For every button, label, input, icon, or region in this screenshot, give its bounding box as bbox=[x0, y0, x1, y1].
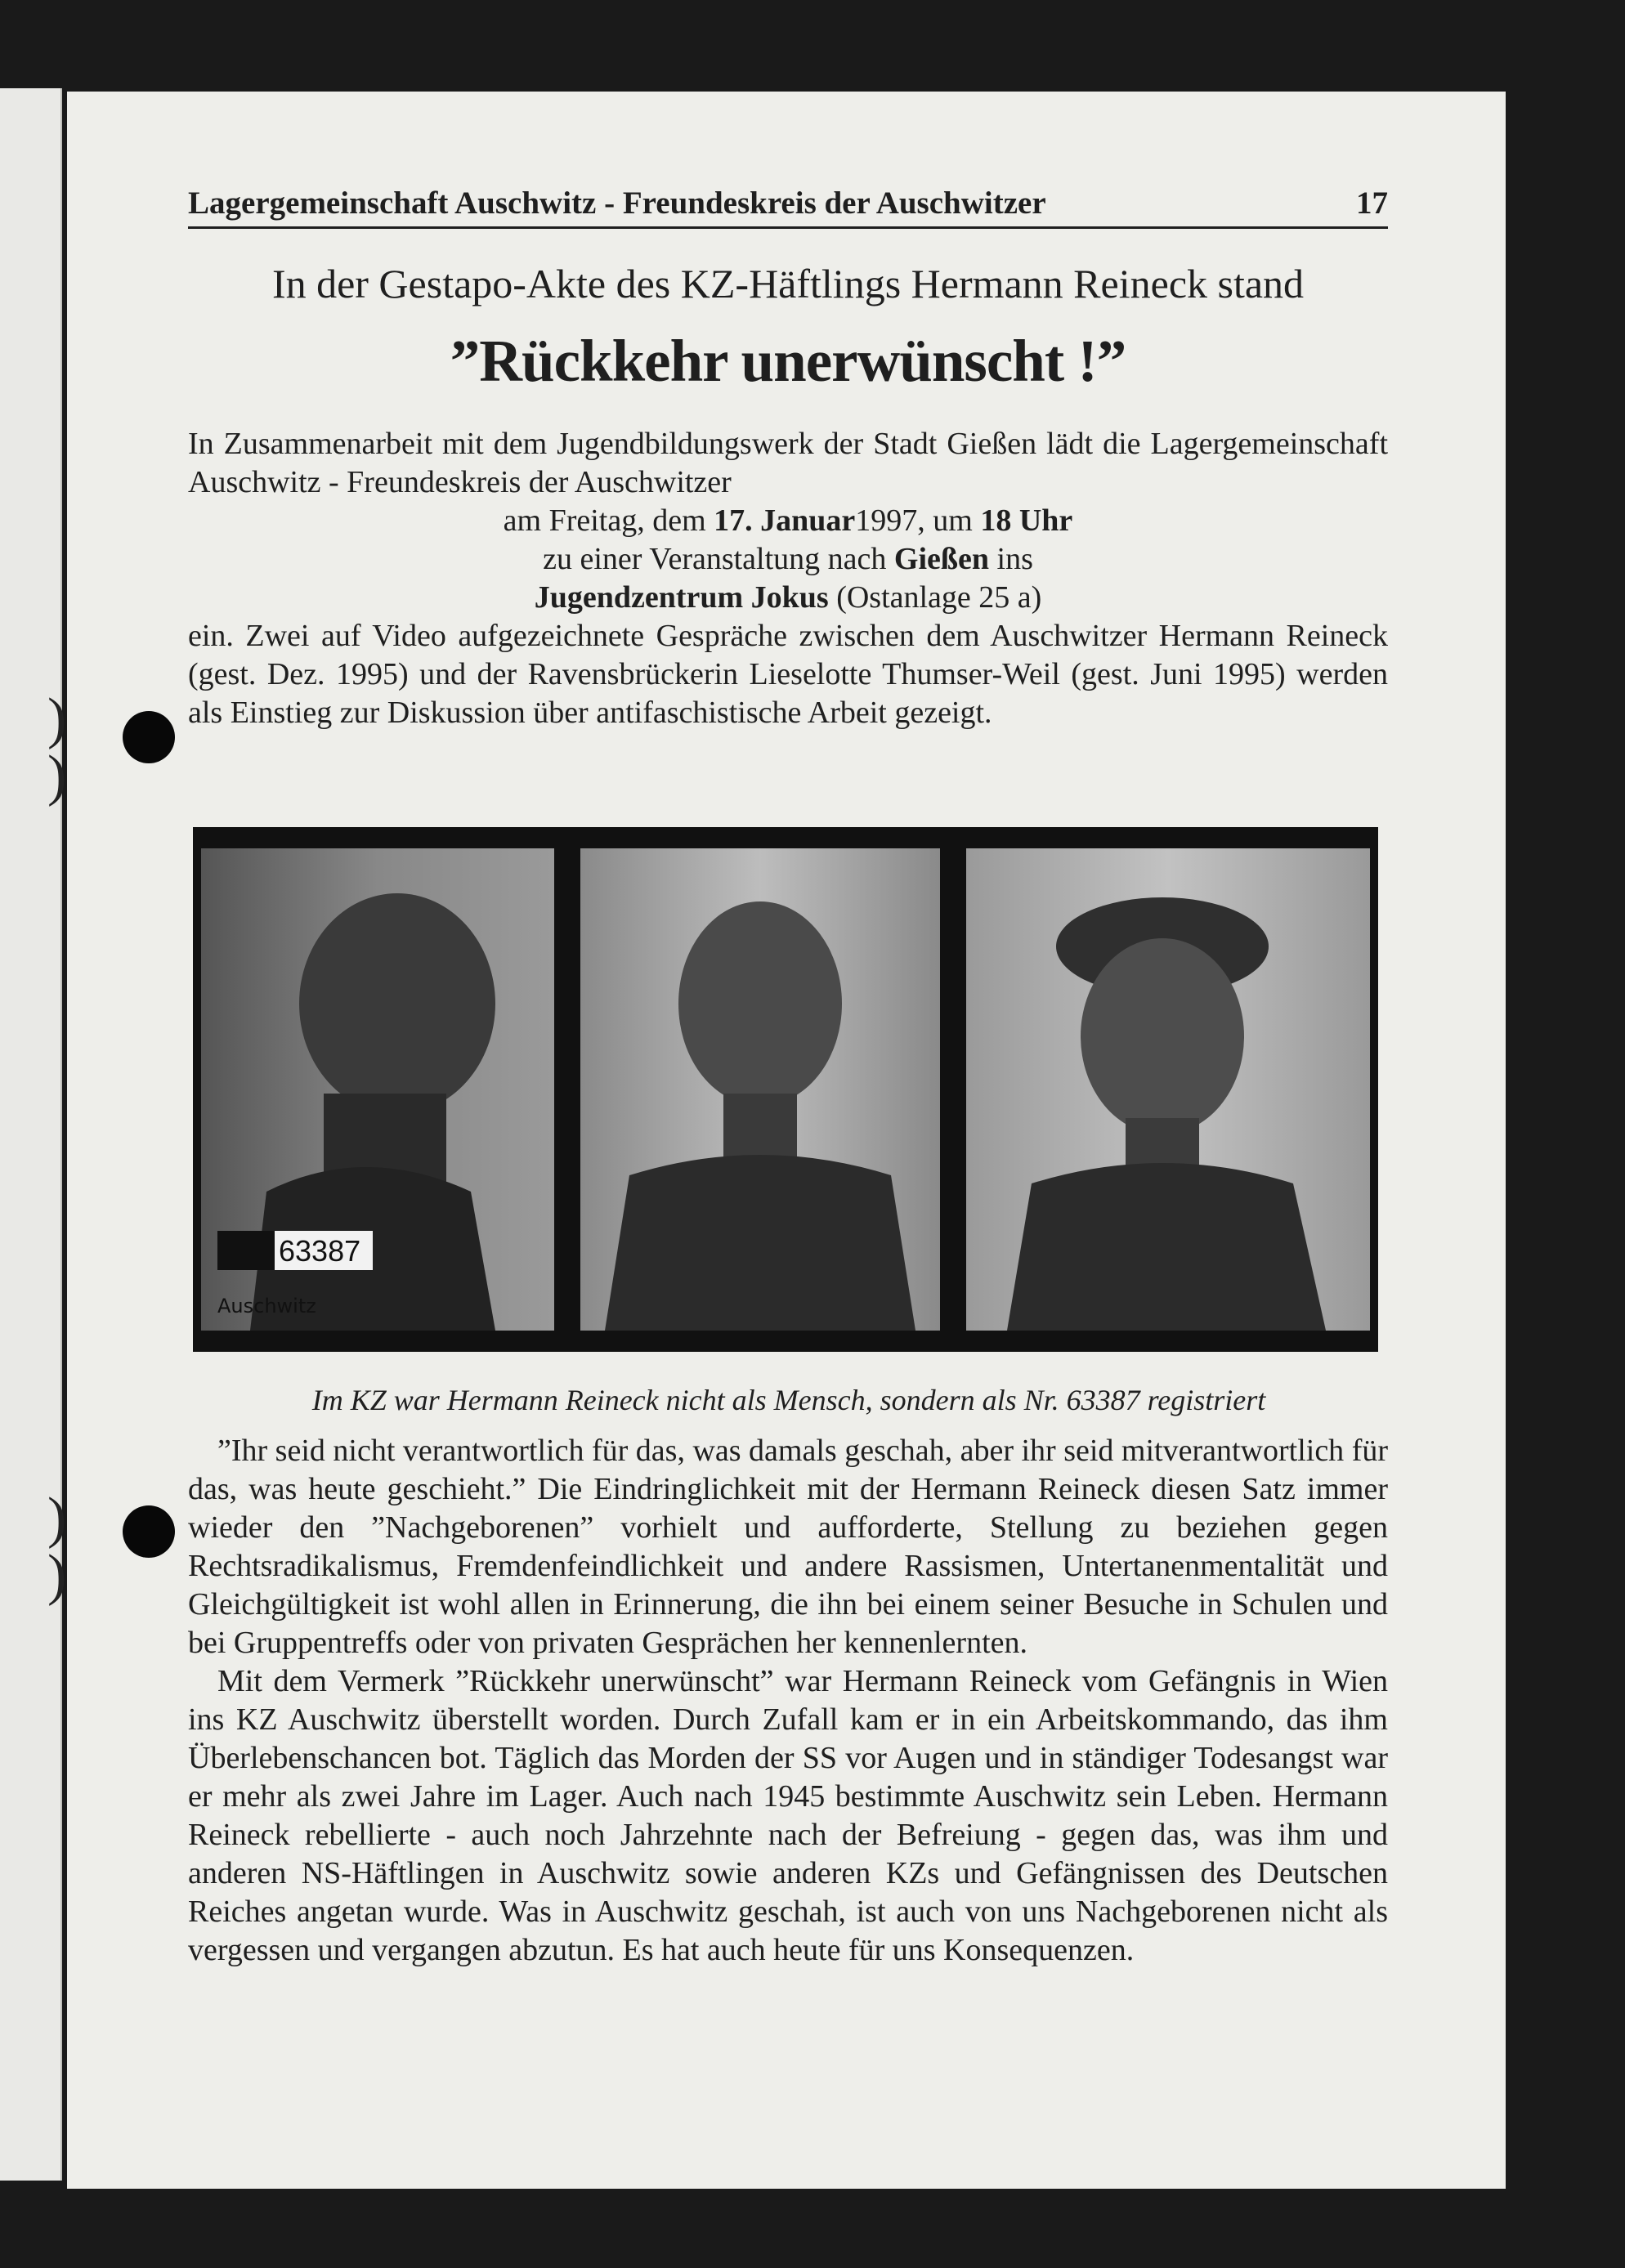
event-venue-line bbox=[188, 540, 1388, 579]
venue-city: Gießen bbox=[893, 542, 990, 576]
binder-ring-mark: ) bbox=[47, 1544, 67, 1607]
header-title: Lagergemeinschaft Auschwitz - Freundeskreis der Auschwitzer bbox=[188, 186, 1046, 221]
intro-block bbox=[188, 425, 1388, 732]
article-kicker: In der Gestapo-Akte des KZ-Häftlings Hermann Reineck stand bbox=[271, 261, 1305, 306]
venue-suffix: ins bbox=[996, 542, 1033, 576]
punch-hole bbox=[123, 1505, 175, 1558]
date-year: 1997, um bbox=[855, 503, 973, 538]
punch-hole bbox=[123, 711, 175, 763]
mugshot-cap-panel bbox=[966, 848, 1370, 1331]
event-venue-name-line bbox=[188, 579, 1388, 617]
photo-caption: Im KZ war Hermann Reineck nicht als Mensch, sondern als Nr. 63387 registriert bbox=[311, 1384, 1266, 1416]
page-number: 17 bbox=[1356, 186, 1388, 221]
prisoner-number: 63387 bbox=[279, 1234, 361, 1268]
mugshot-front-panel bbox=[580, 848, 940, 1331]
adjacent-page-edge bbox=[0, 88, 62, 2181]
binder-ring-mark: ) bbox=[47, 1487, 67, 1550]
intro-paragraph-2: ein. Zwei auf Video aufgezeichnete Gespräche zwischen dem Auschwitzer Hermann Reineck (gest. Dez. 1995) und der Ravensbrückerin Lieselotte Thumser-Weil (gest. Juni 1995) werden als Einstieg zur Diskussion über antifaschistische Arbeit gezeigt. bbox=[188, 619, 1388, 730]
intro-paragraph: In Zusammenarbeit mit dem Jugendbildungswerk der Stadt Gießen lädt die Lagergemeinschaft Auschwitz - Freundeskreis der Auschwitzer bbox=[188, 427, 1388, 499]
date-bold: 17. Januar bbox=[714, 503, 856, 538]
venue-name: Jugendzentrum Jokus bbox=[534, 580, 829, 615]
running-header bbox=[188, 181, 1388, 229]
date-prefix: am Freitag, dem bbox=[503, 503, 706, 538]
article-headline: ”Rückkehr unerwünscht !” bbox=[450, 328, 1126, 394]
body-text bbox=[188, 1432, 1388, 1970]
mugshot-photo bbox=[193, 827, 1378, 1352]
body-paragraph-2: Mit dem Vermerk ”Rückkehr unerwünscht” war Hermann Reineck vom Gefängnis in Wien ins KZ Auschwitz überstellt worden. Durch Zufall kam er in ein Arbeitskommando, das ihm Überlebenschancen bot. Täglich das Morden der SS vor Augen und in ständiger Todesangst war er mehr als zwei Jahre im Lager. Auch nach 1945 bestimmte Auschwitz sein Leben. Hermann Reineck rebellierte - auch noch Jahrzehnte nach der Befreiung - gegen das, was ihm und anderen NS-Häftlingen in Auschwitz sowie anderen KZs und Gefängnissen des Deutschen Reiches angetan wurde. Was in Auschwitz geschah, ist auch von uns Nachgeborenen nicht als vergessen und vergangen abzutun. Es hat auch heute für uns Konsequenzen. bbox=[188, 1664, 1388, 1967]
camp-label: Auschwitz bbox=[217, 1295, 316, 1317]
venue-address: (Ostanlage 25 a) bbox=[836, 580, 1042, 615]
binder-ring-mark: ) bbox=[47, 687, 67, 750]
event-date-line bbox=[188, 502, 1388, 540]
body-paragraph-1: ”Ihr seid nicht verantwortlich für das, was damals geschah, aber ihr seid mitverantwortlich für das, was heute geschieht.” Die Eindringlichkeit mit der Hermann Reineck diesen Satz immer wieder den ”Nachgeborenen” vorhielt und aufforderte, Stellung zu beziehen gegen Rechtsradikalismus, Fremdenfeindlichkeit und andere Rassismen, Untertanenmentalität und Gleichgültigkeit ist wohl allen in Erinnerung, die ihn bei einem seiner Besuche in Schulen und bei Gruppentreffs oder von privaten Gesprächen her kennenlernten. bbox=[188, 1434, 1388, 1660]
venue-prefix: zu einer Veranstaltung nach bbox=[543, 542, 887, 576]
mugshot-profile-panel bbox=[201, 848, 554, 1331]
binder-ring-mark: ) bbox=[47, 745, 67, 807]
time-bold: 18 Uhr bbox=[980, 503, 1073, 538]
